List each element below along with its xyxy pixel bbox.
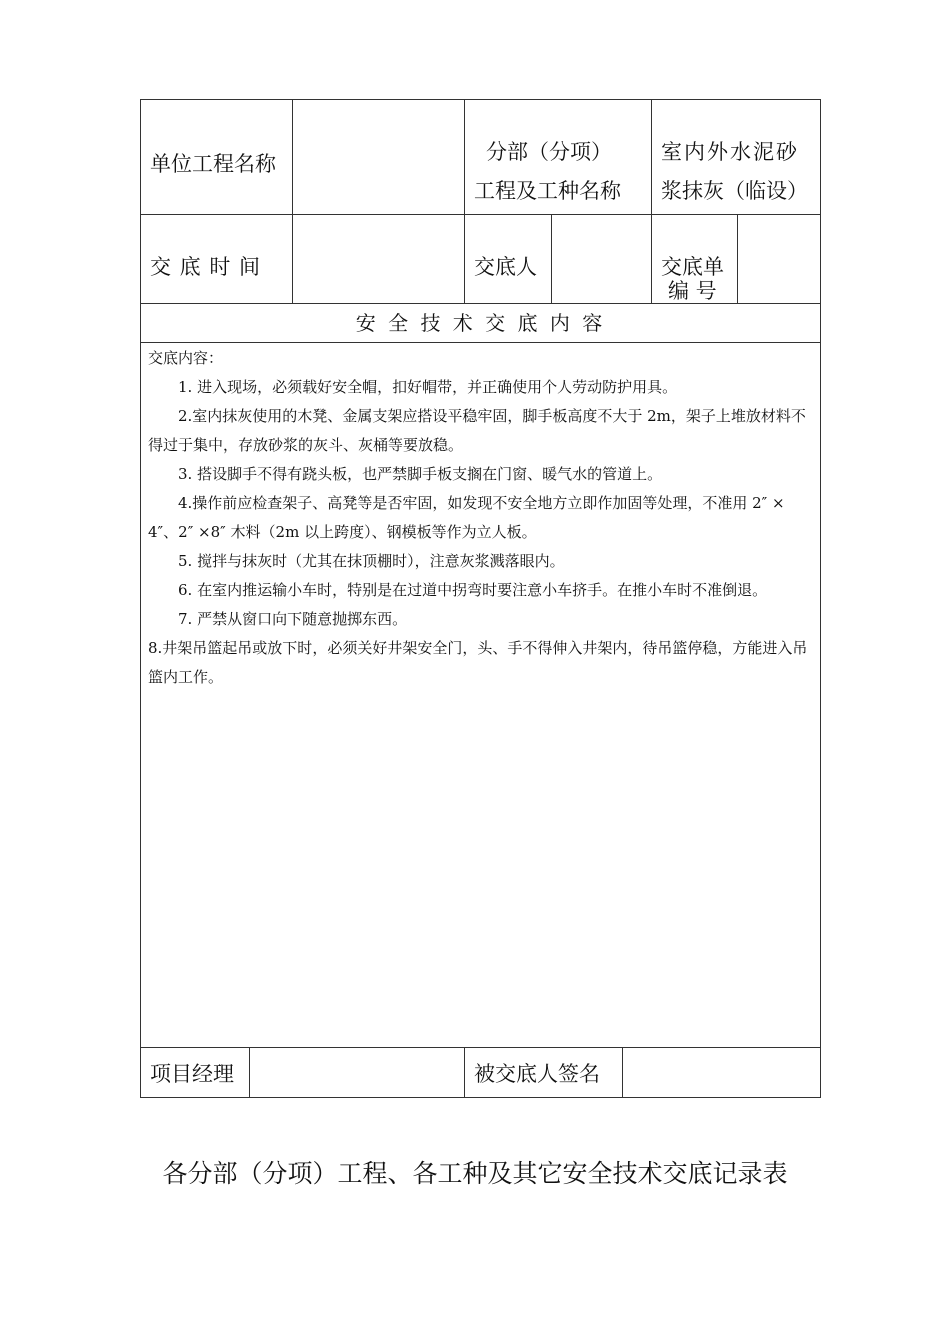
row-divider: [140, 214, 821, 215]
table-border-right: [820, 99, 821, 1098]
number-label-line1: 交底单: [661, 255, 724, 279]
subproject-label-line2: 工程及工种名称: [474, 179, 621, 203]
column-divider: [551, 214, 552, 304]
recipient-label: 被交底人签名: [474, 1062, 600, 1086]
content-item: 6. 在室内推运输小车时，特别是在过道中拐弯时要注意小车挤手。在推小车时不准倒退。: [178, 581, 768, 599]
content-item: 4.操作前应检查架子、高凳等是否牢固，如发现不安全地方立即作加固等处理，不准用 2″ × 4″、2″ ×8″ 木料（2m 以上跨度）、钢模板等作为立人板。: [148, 494, 785, 541]
content-item: 2.室内抹灰使用的木凳、金属支架应搭设平稳牢固，脚手板高度不大于 2m，架子上堆放材料不得过于集中，存放砂浆的灰斗、灰桶等要放稳。: [148, 407, 806, 454]
column-divider: [464, 99, 465, 304]
content-item: 8.井架吊篮起吊或放下时，必须关好井架安全门，头、手不得伸入井架内，待吊篮停稳，方能进入吊篮内工作。: [148, 639, 808, 686]
section-heading: 安 全 技 术 交 底 内 容: [355, 311, 606, 335]
column-divider: [651, 99, 652, 304]
subproject-value-line1: 室内外水泥砂: [661, 140, 799, 164]
column-divider: [292, 99, 293, 304]
content-item: 7. 严禁从窗口向下随意抛掷东西。: [178, 610, 408, 628]
manager-label: 项目经理: [150, 1062, 234, 1086]
subproject-value-line2: 浆抹灰（临设）: [661, 179, 808, 203]
content-item: 3. 搭设脚手不得有跷头板，也严禁脚手板支搁在门窗、暖气水的管道上。: [178, 465, 663, 483]
person-label: 交底人: [474, 255, 537, 279]
row-divider: [140, 1047, 821, 1048]
number-label-line2: 编 号: [668, 279, 717, 303]
table-border-top: [140, 99, 821, 100]
column-divider: [737, 214, 738, 304]
time-label: 交 底 时 间: [150, 255, 262, 279]
column-divider: [249, 1047, 250, 1098]
table-border-left: [140, 99, 141, 1098]
content-item: 1. 进入现场，必须载好安全帽，扣好帽带，并正确使用个人劳动防护用具。: [178, 378, 678, 396]
unit-project-label: 单位工程名称: [150, 152, 276, 176]
row-divider: [140, 303, 821, 304]
column-divider: [464, 1047, 465, 1098]
row-divider: [140, 342, 821, 343]
content-intro: 交底内容：: [148, 349, 224, 367]
table-border-bottom: [140, 1097, 821, 1098]
subproject-label-line1: 分部（分项）: [486, 140, 612, 164]
column-divider: [622, 1047, 623, 1098]
document-title: 各分部（分项）工程、各工种及其它安全技术交底记录表: [162, 1159, 788, 1188]
briefing-content: [148, 344, 816, 692]
content-item: 5. 搅拌与抹灰时（尤其在抹顶棚时），注意灰浆溅落眼内。: [178, 552, 565, 570]
